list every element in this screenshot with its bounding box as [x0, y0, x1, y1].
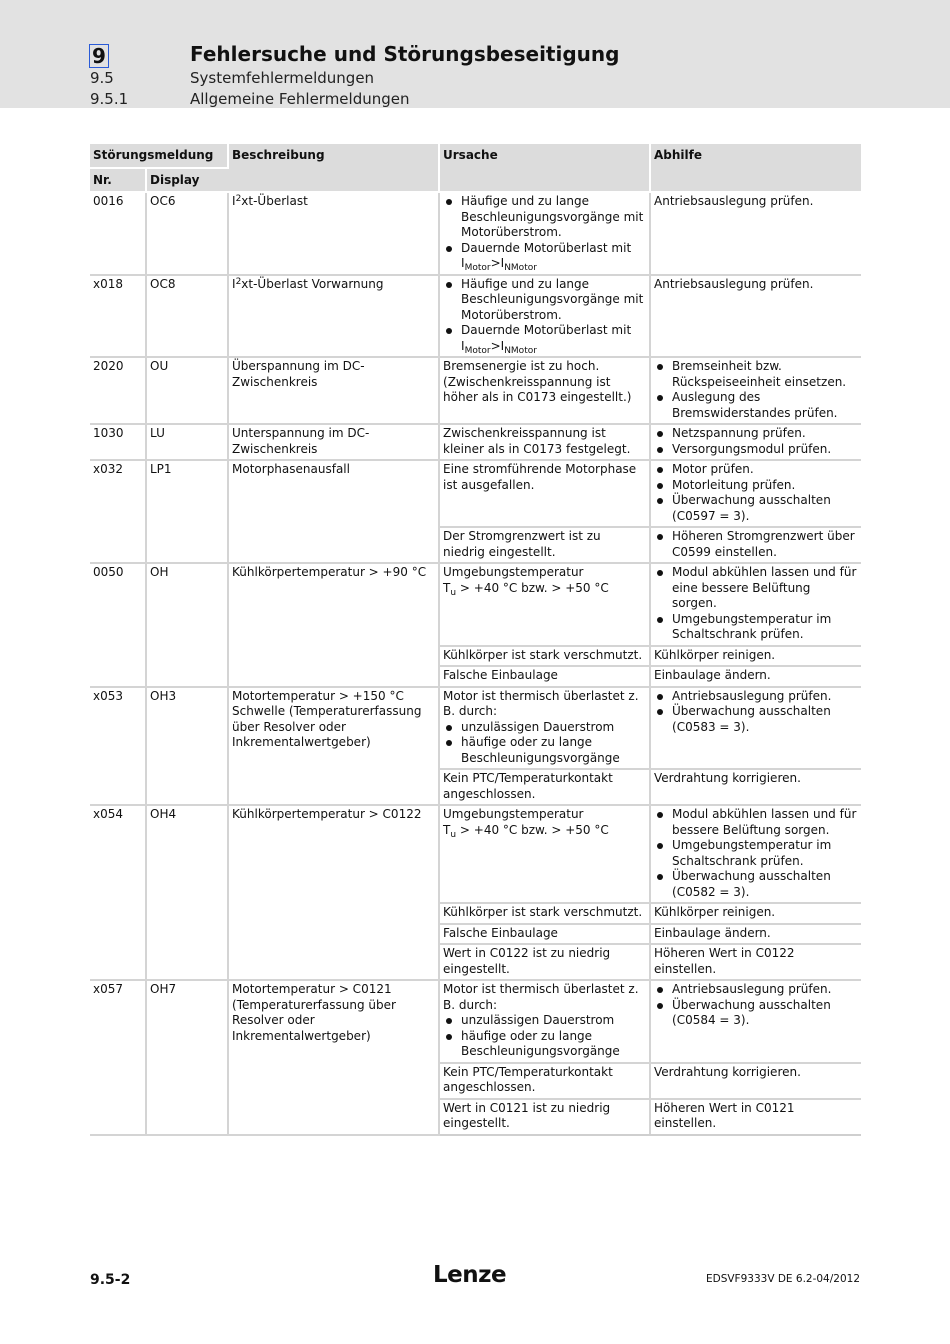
- subsection-number: 9.5.1: [90, 90, 129, 108]
- error-cause: Wert in C0122 ist zu niedrig eingestellt.: [439, 944, 650, 980]
- error-nr: x057: [90, 980, 146, 1135]
- table-row: [90, 563, 861, 646]
- error-cause: Bremsenergie ist zu hoch. (Zwischenkreisspannung ist höher als in C0173 eingestellt.): [439, 357, 650, 424]
- list-item: Umgebungstemperatur im Schaltschrank prüfen.: [654, 838, 858, 869]
- header-display: Display: [146, 168, 228, 193]
- error-description: Überspannung im DC-Zwischenkreis: [228, 357, 439, 424]
- list-item: Überwachung ausschalten (C0583 = 3).: [654, 704, 858, 735]
- table-row: [90, 275, 861, 358]
- error-description: Kühlkörpertemperatur > C0122: [228, 805, 439, 980]
- error-display: LU: [146, 424, 228, 460]
- list-item: unzulässigen Dauerstrom: [443, 1013, 646, 1029]
- list-item: Motorleitung prüfen.: [654, 478, 858, 494]
- table-row: [90, 805, 861, 903]
- list-item: Netzspannung prüfen.: [654, 426, 858, 442]
- list-item: Häufige und zu lange Beschleunigungsvorgänge mit Motorüberstrom.: [443, 194, 646, 241]
- error-display: OH3: [146, 687, 228, 806]
- list-item: Antriebsauslegung prüfen.: [654, 982, 858, 998]
- error-display: OC6: [146, 192, 228, 275]
- list-item: Bremseinheit bzw. Rückspeiseeinheit einsetzen.: [654, 359, 858, 390]
- table-row: [90, 424, 861, 460]
- list-item: Motor prüfen.: [654, 462, 858, 478]
- error-remedy: Höheren Wert in C0121 einstellen.: [650, 1099, 861, 1135]
- list-item: Modul abkühlen lassen und für eine bessere Belüftung sorgen.: [654, 565, 858, 612]
- error-nr: 2020: [90, 357, 146, 424]
- error-remedy: Höheren Wert in C0122 einstellen.: [650, 944, 861, 980]
- header-stoerungsmeldung: Störungsmeldung: [90, 144, 228, 168]
- header-nr: Nr.: [90, 168, 146, 193]
- error-remedy: [650, 980, 861, 1063]
- table-row: [90, 460, 861, 527]
- error-display: OH7: [146, 980, 228, 1135]
- error-display: OH: [146, 563, 228, 687]
- header-abhilfe: Abhilfe: [650, 144, 861, 192]
- error-remedy: [650, 357, 861, 424]
- error-remedy: Antriebsauslegung prüfen.: [650, 192, 861, 275]
- list-item: Antriebsauslegung prüfen.: [654, 689, 858, 705]
- error-nr: x054: [90, 805, 146, 980]
- error-cause: Kühlkörper ist stark verschmutzt.: [439, 903, 650, 924]
- error-description: Motortemperatur > C0121 (Temperaturerfassung über Resolver oder Inkrementalwertgeber): [228, 980, 439, 1135]
- list-item: Häufige und zu lange Beschleunigungsvorgänge mit Motorüberstrom.: [443, 277, 646, 324]
- error-cause: Zwischenkreisspannung ist kleiner als in C0173 festgelegt.: [439, 424, 650, 460]
- document-id: EDSVF9333V DE 6.2-04/2012: [705, 1273, 860, 1285]
- error-cause: Wert in C0121 ist zu niedrig eingestellt.: [439, 1099, 650, 1135]
- list-item: Versorgungsmodul prüfen.: [654, 442, 858, 458]
- chapter-title: Fehlersuche und Störungsbeseitigung: [190, 42, 620, 66]
- table-row: [90, 357, 861, 424]
- chapter-number[interactable]: 9: [89, 44, 109, 68]
- list-item: Höheren Stromgrenzwert über C0599 einstellen.: [654, 529, 858, 560]
- error-remedy: Kühlkörper reinigen.: [650, 903, 861, 924]
- error-remedy: Kühlkörper reinigen.: [650, 646, 861, 667]
- error-remedy: Verdrahtung korrigieren.: [650, 769, 861, 805]
- error-cause: Falsche Einbaulage: [439, 666, 650, 687]
- page-number: 9.5-2: [90, 1272, 131, 1288]
- error-cause: Kühlkörper ist stark verschmutzt.: [439, 646, 650, 667]
- error-nr: x053: [90, 687, 146, 806]
- table-row: [90, 192, 861, 275]
- list-item: Modul abkühlen lassen und für bessere Belüftung sorgen.: [654, 807, 858, 838]
- error-remedy: [650, 460, 861, 527]
- error-remedy: Einbaulage ändern.: [650, 666, 861, 687]
- error-nr: x018: [90, 275, 146, 358]
- error-cause: Eine stromführende Motorphase ist ausgefallen.: [439, 460, 650, 527]
- error-description: $I^2xt$-Überlast: [228, 192, 439, 275]
- error-display: LP1: [146, 460, 228, 563]
- lenze-logo: Lenze: [433, 1262, 507, 1288]
- error-cause: Falsche Einbaulage: [439, 924, 650, 945]
- error-description: Unterspannung im DC-Zwischenkreis: [228, 424, 439, 460]
- error-remedy: Einbaulage ändern.: [650, 924, 861, 945]
- error-cause: Kein PTC/Temperaturkontakt angeschlossen.: [439, 769, 650, 805]
- list-item: unzulässigen Dauerstrom: [443, 720, 646, 736]
- subsection-title: Allgemeine Fehlermeldungen: [190, 90, 410, 108]
- error-nr: 0050: [90, 563, 146, 687]
- list-item: Auslegung des Bremswiderstandes prüfen.: [654, 390, 858, 421]
- error-display: OC8: [146, 275, 228, 358]
- list-item: Umgebungstemperatur im Schaltschrank prüfen.: [654, 612, 858, 643]
- error-cause: Kein PTC/Temperaturkontakt angeschlossen.: [439, 1063, 650, 1099]
- error-cause: Motor ist thermisch überlastet z. B. durch: unzulässigen Dauerstrom häufige oder zu lange Beschleunigungsvorgänge: [439, 980, 650, 1063]
- error-display: OH4: [146, 805, 228, 980]
- error-nr: x032: [90, 460, 146, 563]
- table-row: [90, 980, 861, 1063]
- list-item: Dauernde Motorüberlast mit $I_{Motor}>I_{NMotor}$: [443, 323, 646, 354]
- error-display: OU: [146, 357, 228, 424]
- error-cause: Motor ist thermisch überlastet z. B. durch: unzulässigen Dauerstrom häufige oder zu lange Beschleunigungsvorgänge: [439, 687, 650, 770]
- error-remedy: [650, 527, 861, 563]
- error-cause: Umgebungstemperatur $T_u > +40$ °C bzw. > +50 °C: [439, 805, 650, 903]
- header-ursache: Ursache: [439, 144, 650, 192]
- error-cause: Umgebungstemperatur $T_u > +40$ °C bzw. > +50 °C: [439, 563, 650, 646]
- error-cause: [439, 275, 650, 358]
- error-remedy: Antriebsauslegung prüfen.: [650, 275, 861, 358]
- section-number: 9.5: [90, 69, 114, 87]
- list-item: häufige oder zu lange Beschleunigungsvorgänge: [443, 735, 646, 766]
- error-description: Motorphasenausfall: [228, 460, 439, 563]
- list-item: Überwachung ausschalten (C0584 = 3).: [654, 998, 858, 1029]
- page-header: [0, 0, 950, 108]
- error-nr: 0016: [90, 192, 146, 275]
- header-beschreibung: Beschreibung: [228, 144, 439, 192]
- error-remedy: [650, 687, 861, 770]
- list-item: Dauernde Motorüberlast mit $I_{Motor}>I_{NMotor}$: [443, 241, 646, 272]
- error-remedy: [650, 563, 861, 646]
- error-cause: [439, 192, 650, 275]
- list-item: häufige oder zu lange Beschleunigungsvorgänge: [443, 1029, 646, 1060]
- table-row: [90, 687, 861, 770]
- error-cause: Der Stromgrenzwert ist zu niedrig eingestellt.: [439, 527, 650, 563]
- section-title: Systemfehlermeldungen: [190, 69, 375, 87]
- error-remedy: [650, 805, 861, 903]
- error-description: Motortemperatur > +150 °C Schwelle (Temperaturerfassung über Resolver oder Inkrementalwertgeber): [228, 687, 439, 806]
- error-description: Kühlkörpertemperatur > +90 °C: [228, 563, 439, 687]
- list-item: Überwachung ausschalten (C0582 = 3).: [654, 869, 858, 900]
- error-remedy: [650, 424, 861, 460]
- list-item: Überwachung ausschalten (C0597 = 3).: [654, 493, 858, 524]
- error-nr: 1030: [90, 424, 146, 460]
- error-messages-table: [90, 144, 861, 1136]
- error-remedy: Verdrahtung korrigieren.: [650, 1063, 861, 1099]
- error-description: $I^2xt$-Überlast Vorwarnung: [228, 275, 439, 358]
